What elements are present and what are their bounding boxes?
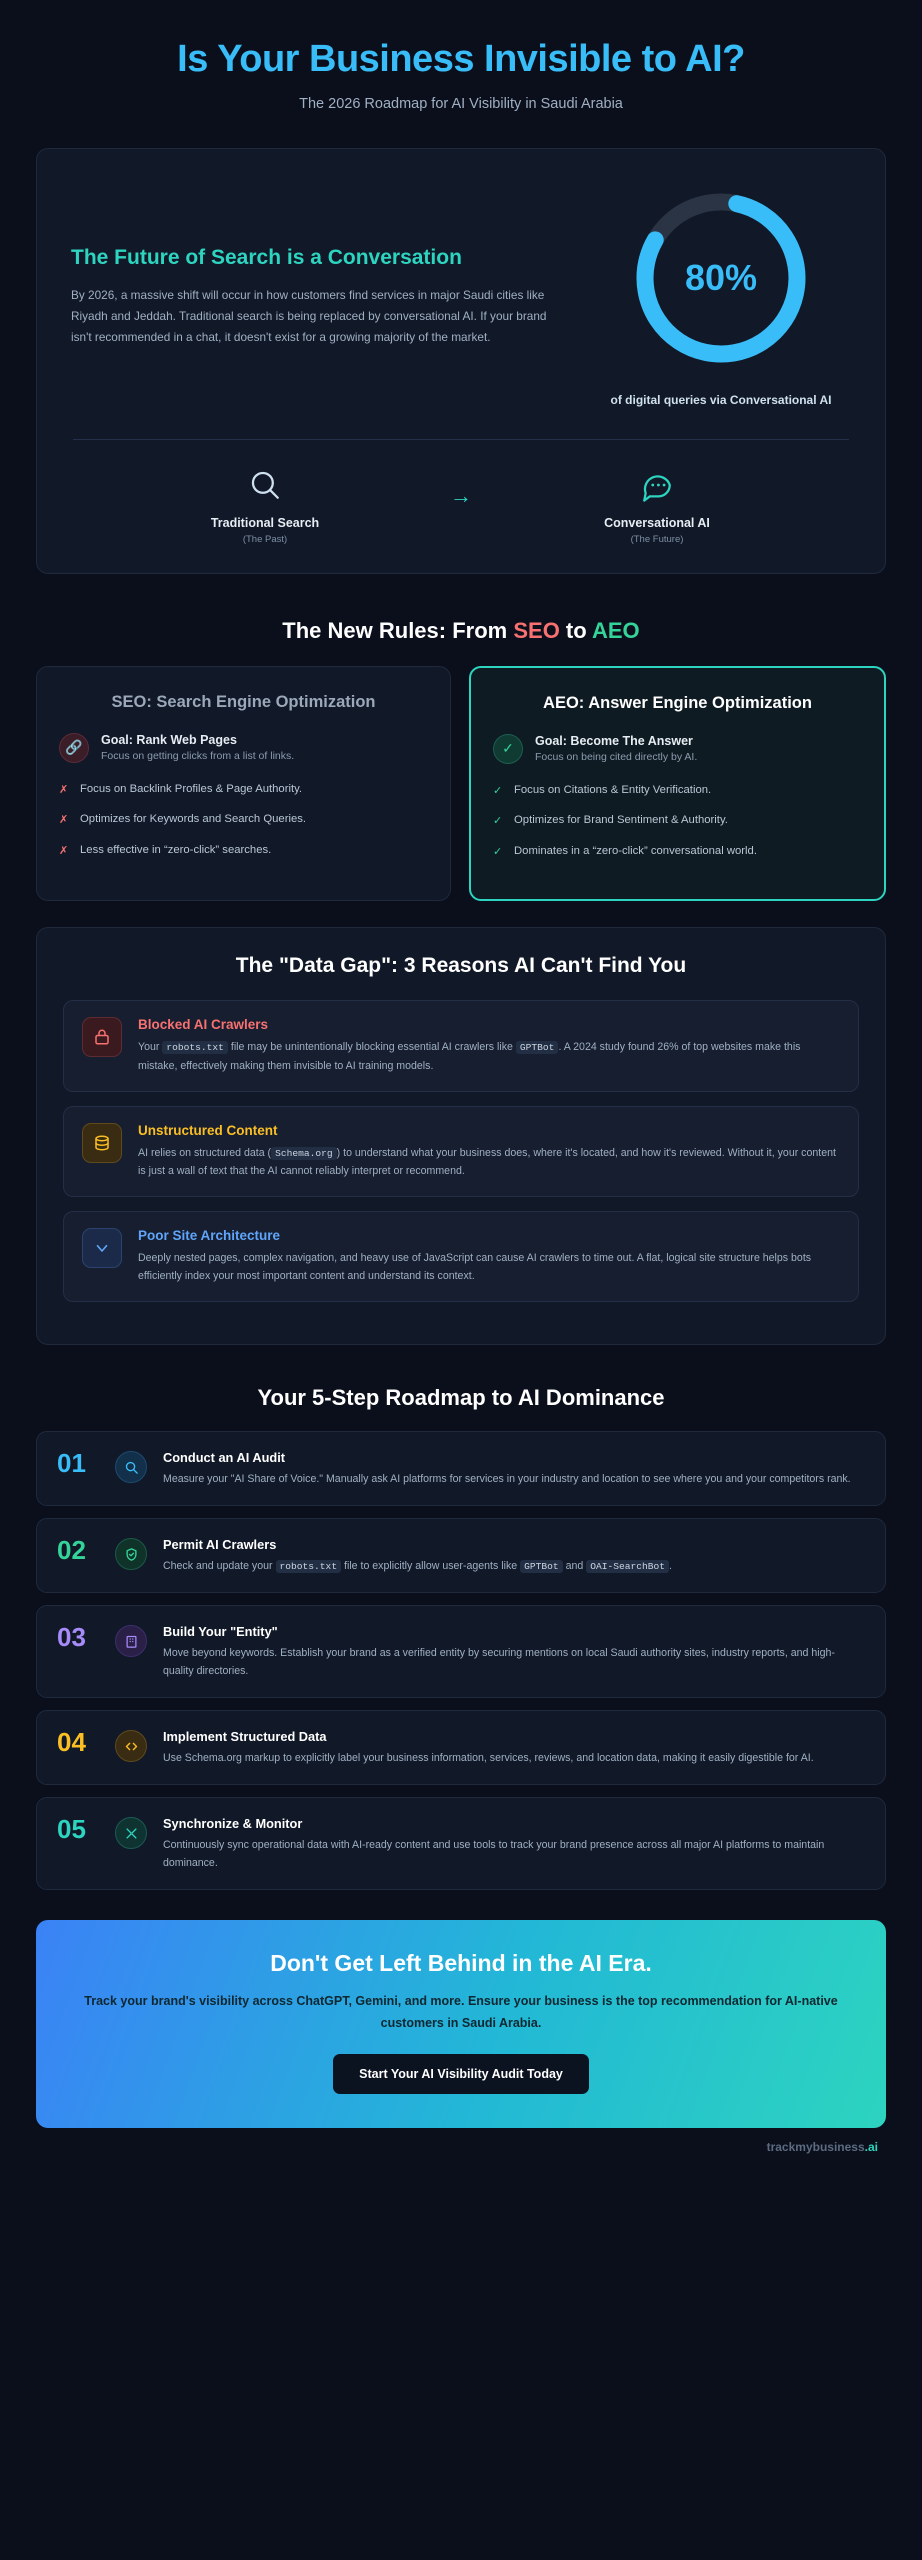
aeo-goal-sub: Focus on being cited directly by AI. (535, 750, 698, 763)
search-icon (115, 1451, 147, 1483)
seo-goal-title: Goal: Rank Web Pages (101, 732, 237, 747)
rules-section-title (36, 618, 886, 644)
footer-brand-name: trackmybusiness (766, 2139, 865, 2154)
lock-icon (82, 1017, 122, 1057)
page-subtitle: The 2026 Roadmap for AI Visibility in Saudi Arabia (299, 95, 623, 112)
hero-heading: The Future of Search is a Conversation (71, 246, 462, 270)
gap-title: Unstructured Content (138, 1122, 278, 1138)
seo-goal-sub: Focus on getting clicks from a list of links. (101, 749, 295, 762)
gap-item-unstructured-content (63, 1106, 859, 1197)
gap-text (138, 1038, 840, 1074)
page-title: Is Your Business Invisible to AI? (177, 38, 745, 80)
aeo-card (469, 666, 886, 902)
step-title: Conduct an AI Audit (163, 1450, 286, 1466)
hero-stat-block (591, 183, 851, 409)
gap-title: Blocked AI Crawlers (138, 1017, 269, 1033)
code-gptbot: GPTBot (516, 1041, 559, 1054)
step-title: Build Your "Entity" (163, 1624, 278, 1640)
conversational-ai-sub: (The Future) (630, 533, 684, 545)
data-gap-title: The "Data Gap": 3 Reasons AI Can't Find You (235, 954, 687, 978)
rules-title-aeo: AEO (592, 617, 640, 643)
aeo-goal-row (493, 734, 862, 764)
aeo-bullet-text: Optimizes for Brand Sentiment & Authority. (514, 814, 728, 827)
link-icon: 🔗 (59, 733, 89, 763)
check-icon: ✓ (493, 784, 503, 797)
target-check-icon: ✓ (493, 734, 523, 764)
data-gap-card (36, 927, 886, 1345)
gap-item-blocked-crawlers (63, 1000, 859, 1091)
cta-banner (36, 1920, 886, 2128)
seo-heading: SEO: Search Engine Optimization (111, 692, 376, 711)
seo-bullet-text: Focus on Backlink Profiles & Page Authority. (80, 782, 303, 795)
rules-title-part1: The New Rules: From (282, 617, 514, 643)
step-title: Permit AI Crawlers (163, 1537, 277, 1553)
cta-heading: Don't Get Left Behind in the AI Era. (270, 1950, 652, 1977)
hero-body: By 2026, a massive shift will occur in how customers find services in major Saudi cities like Riyadh and Jeddah. Traditional search is being replaced by conversational AI. If your brand isn't recommended in a chat, it doesn't exist for a growing majority of the market. (71, 288, 547, 344)
rules-title-mid: to (559, 617, 592, 643)
check-icon: ✓ (493, 845, 503, 858)
chevron-down-icon (82, 1228, 122, 1268)
step-number: 04 (57, 1727, 86, 1758)
step-text-b: file to explicitly allow user-agents like (341, 1560, 521, 1573)
seo-bullet (59, 811, 428, 829)
step-number: 01 (57, 1448, 86, 1479)
gap-text-b: file may be unintentionally blocking essential AI crawlers like (227, 1041, 516, 1054)
footer-brand (36, 2128, 886, 2180)
check-icon: ✓ (493, 815, 503, 828)
code-gptbot: GPTBot (520, 1560, 563, 1573)
gap-text-a: Your (138, 1041, 163, 1054)
search-icon (160, 464, 370, 506)
chat-bubble-icon (552, 464, 762, 506)
hero-compare-row (71, 464, 851, 545)
rules-title-seo: SEO (513, 617, 560, 643)
code-robots-txt: robots.txt (276, 1560, 342, 1573)
roadmap-step-5 (36, 1797, 886, 1890)
cross-icon: ✗ (59, 783, 69, 796)
cross-icon: ✗ (59, 844, 69, 857)
gap-text-b: ) to understand what your business does, where it's located, and how it's reviewed. Without it, your content is just a wall of text that the AI cannot reliably interpret or recommend. (138, 1146, 836, 1178)
aeo-bullet (493, 843, 862, 861)
aeo-bullet-text: Dominates in a “zero-click” conversational world. (514, 844, 757, 857)
roadmap-step-2 (36, 1518, 886, 1593)
step-number: 03 (57, 1622, 86, 1653)
hero-top-row (71, 183, 851, 409)
sync-icon (115, 1817, 147, 1849)
hero-text-block (71, 244, 565, 347)
hero-card (36, 148, 886, 574)
step-text: Measure your "AI Share of Voice." Manually ask AI platforms for services in your industry and location to see where you and your competitors rank. (163, 1473, 851, 1486)
seo-bullet-text: Less effective in “zero-click” searches. (80, 843, 272, 856)
step-title: Synchronize & Monitor (163, 1816, 303, 1832)
step-text-c: and (562, 1560, 587, 1573)
step-number: 02 (57, 1535, 86, 1566)
gap-item-poor-architecture (63, 1211, 859, 1302)
step-text-d: . (669, 1560, 672, 1573)
traditional-search-label: Traditional Search (210, 515, 320, 530)
seo-bullet-text: Optimizes for Keywords and Search Queries. (80, 813, 307, 826)
seo-goal-row (59, 733, 428, 763)
step-text (163, 1557, 865, 1575)
seo-bullet (59, 781, 428, 799)
database-icon (82, 1123, 122, 1163)
aeo-heading: AEO: Answer Engine Optimization (543, 693, 812, 712)
roadmap-step-1 (36, 1431, 886, 1506)
arrow-right-icon: → (450, 483, 472, 509)
roadmap-title: Your 5-Step Roadmap to AI Dominance (257, 1385, 665, 1411)
conversational-ai-block (552, 464, 762, 545)
code-schema-org: Schema.org (271, 1147, 337, 1160)
roadmap-step-4 (36, 1710, 886, 1785)
footer-brand-tld: .ai (864, 2139, 878, 2154)
gap-text-a: AI relies on structured data ( (138, 1146, 272, 1159)
gap-text (138, 1144, 840, 1180)
aeo-bullet (493, 812, 862, 830)
aeo-bullet (493, 782, 862, 800)
code-oai-searchbot: OAI-SearchBot (586, 1560, 669, 1573)
step-text: Move beyond keywords. Establish your brand as a verified entity by securing mentions on local Saudi authority sites, industry reports, and high-quality directories. (163, 1647, 835, 1678)
step-title: Implement Structured Data (163, 1729, 327, 1745)
seo-card (36, 666, 451, 902)
hero-divider (73, 439, 849, 440)
traditional-search-sub: (The Past) (242, 533, 288, 545)
code-icon (115, 1730, 147, 1762)
aeo-bullet-text: Focus on Citations & Entity Verification. (514, 783, 712, 796)
building-icon (115, 1625, 147, 1657)
donut-chart (626, 183, 816, 373)
conversational-ai-label: Conversational AI (604, 515, 710, 530)
seo-bullet (59, 842, 428, 860)
step-text-a: Check and update your (163, 1560, 276, 1573)
aeo-goal-title: Goal: Become The Answer (535, 733, 693, 748)
shield-check-icon (115, 1538, 147, 1570)
step-text: Continuously sync operational data with AI-ready content and use tools to track your brand presence across all major AI platforms to maintain dominance. (163, 1839, 825, 1870)
start-audit-button[interactable]: Start Your AI Visibility Audit Today (333, 2054, 589, 2094)
cta-body: Track your brand's visibility across ChatGPT, Gemini, and more. Ensure your business is the top recommendation for AI-native customers in Saudi Arabia. (84, 1994, 838, 2030)
cross-icon: ✗ (59, 814, 69, 827)
page-header (36, 0, 886, 134)
gap-title: Poor Site Architecture (138, 1228, 281, 1244)
donut-value: 80% (684, 256, 758, 298)
step-text: Use Schema.org markup to explicitly label your business information, services, reviews, and location data, making it easily digestible for AI. (163, 1752, 814, 1765)
traditional-search-block (160, 464, 370, 545)
step-number: 05 (57, 1814, 86, 1845)
code-robots-txt: robots.txt (162, 1041, 228, 1054)
gap-text-c: . A 2024 study found 26% of top websites make this mistake, effectively making them invisible to AI training models. (138, 1041, 801, 1072)
seo-aeo-comparison (36, 666, 886, 902)
roadmap-step-3 (36, 1605, 886, 1698)
donut-caption: of digital queries via Conversational AI (610, 392, 832, 407)
gap-text: Deeply nested pages, complex navigation, and heavy use of JavaScript can cause AI crawlers to time out. A flat, logical site structure helps bots efficiently index your most important content and understand its context. (138, 1252, 812, 1283)
